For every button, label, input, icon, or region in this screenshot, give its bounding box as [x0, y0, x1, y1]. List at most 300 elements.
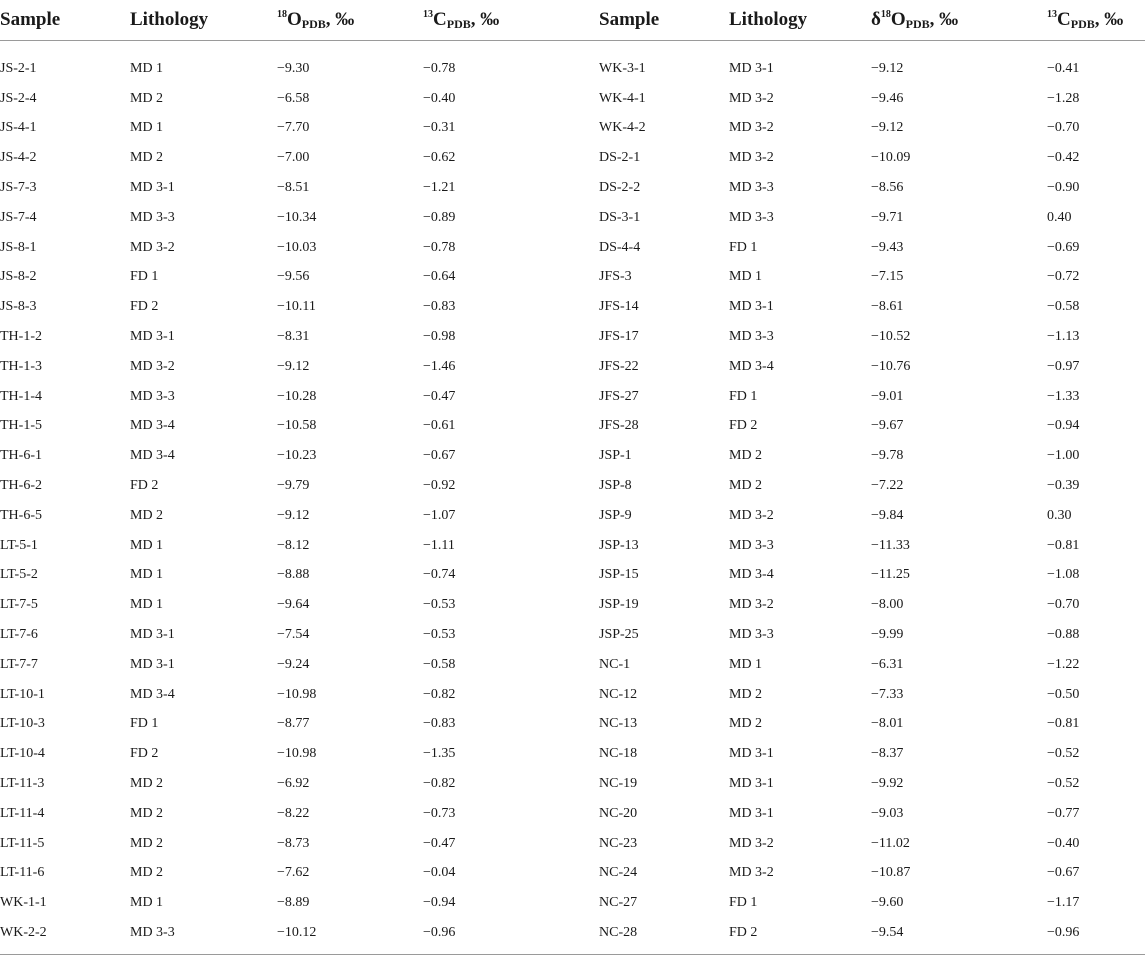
lithology-cell: MD 3-3 [729, 627, 774, 643]
d18o-cell: −7.33 [871, 686, 904, 702]
d13c-cell: −1.21 [423, 180, 456, 196]
d13c-cell: −0.94 [1047, 418, 1080, 434]
d13c-cell: −1.33 [1047, 388, 1080, 404]
d13c-cell: −0.67 [1047, 865, 1080, 881]
lithology-cell: MD 3-3 [729, 209, 774, 225]
lithology-cell: MD 2 [130, 150, 164, 166]
lithology-cell: MD 2 [130, 805, 164, 821]
d18o-cell: −9.12 [277, 358, 310, 374]
d13c-cell: −0.88 [1047, 627, 1080, 643]
d18o-cell: −8.61 [871, 299, 904, 315]
table-row [0, 114, 1145, 144]
sample-cell: JS-8-3 [0, 299, 37, 315]
sample-cell: JS-7-4 [0, 209, 37, 225]
d13c-cell: −0.69 [1047, 239, 1080, 255]
sample-cell: JS-4-2 [0, 150, 37, 166]
sample-cell: JSP-9 [599, 507, 632, 523]
table-row [0, 859, 1145, 889]
header-main: O [890, 9, 906, 30]
table-row [0, 561, 1145, 591]
table-row [0, 531, 1145, 561]
header-left-d18o [277, 0, 423, 41]
d18o-cell: −6.92 [277, 776, 310, 792]
d18o-cell: −9.78 [871, 448, 904, 464]
d18o-cell: −8.88 [277, 567, 310, 583]
table-row [0, 799, 1145, 829]
table-row [0, 352, 1145, 382]
table-row [0, 769, 1145, 799]
sample-cell: JSP-19 [599, 597, 639, 613]
d13c-cell: 0.40 [1047, 209, 1072, 225]
lithology-cell: MD 1 [130, 567, 164, 583]
table-row [0, 739, 1145, 769]
d18o-cell: −8.77 [277, 716, 310, 732]
d18o-cell: −11.25 [871, 567, 910, 583]
sample-cell: NC-1 [599, 656, 631, 672]
table-row [0, 471, 1145, 501]
lithology-cell: MD 3-1 [130, 656, 175, 672]
table-row [0, 650, 1145, 680]
sample-cell: JFS-17 [599, 329, 639, 345]
d18o-cell: −7.62 [277, 865, 310, 881]
sample-cell: LT-7-5 [0, 597, 38, 613]
d13c-cell: −1.13 [1047, 329, 1080, 345]
lithology-cell: MD 3-2 [729, 597, 774, 613]
d18o-cell: −8.51 [277, 180, 310, 196]
d18o-cell: −8.01 [871, 716, 904, 732]
lithology-cell: FD 1 [130, 716, 159, 732]
table-body [0, 41, 1145, 948]
lithology-cell: MD 3-4 [729, 567, 774, 583]
sample-cell: NC-18 [599, 746, 638, 762]
d18o-cell: −6.31 [871, 656, 904, 672]
d18o-cell: −10.87 [871, 865, 911, 881]
d18o-cell: −11.02 [871, 835, 910, 851]
header-main: Sample [599, 9, 660, 30]
lithology-cell: MD 2 [130, 90, 164, 106]
d13c-cell: −0.83 [423, 716, 456, 732]
d13c-cell: −0.64 [423, 269, 456, 285]
d13c-cell: −0.98 [423, 329, 456, 345]
header-sub: PDB [1070, 17, 1095, 31]
d13c-cell: −1.35 [423, 746, 456, 762]
sample-cell: LT-5-2 [0, 567, 38, 583]
d13c-cell: −0.58 [1047, 299, 1080, 315]
sample-cell: NC-24 [599, 865, 638, 881]
d13c-cell: −1.28 [1047, 90, 1080, 106]
header-main: C [433, 9, 447, 30]
d13c-cell: −1.00 [1047, 448, 1080, 464]
lithology-cell: MD 2 [130, 865, 164, 881]
sample-cell: JSP-25 [599, 627, 639, 643]
sample-cell: DS-2-1 [599, 150, 641, 166]
d13c-cell: −0.52 [1047, 776, 1080, 792]
sample-cell: JS-7-3 [0, 180, 37, 196]
lithology-cell: MD 3-2 [729, 90, 774, 106]
lithology-cell: MD 2 [130, 776, 164, 792]
d13c-cell: −0.82 [423, 776, 456, 792]
d18o-cell: −8.22 [277, 805, 310, 821]
d18o-cell: −7.54 [277, 627, 310, 643]
lithology-cell: MD 3-3 [130, 388, 175, 404]
header-sub: PDB [446, 17, 471, 31]
lithology-cell: MD 3-4 [729, 358, 774, 374]
d13c-cell: −0.40 [423, 90, 456, 106]
lithology-cell: MD 3-3 [729, 329, 774, 345]
header-post: , ‰ [470, 9, 500, 30]
d13c-cell: −1.07 [423, 507, 456, 523]
d18o-cell: −9.92 [871, 776, 904, 792]
table-row [0, 41, 1145, 84]
sample-cell: JSP-1 [599, 448, 632, 464]
d13c-cell: −0.96 [1047, 925, 1080, 940]
d18o-cell: −9.54 [871, 925, 904, 940]
lithology-cell: MD 2 [729, 686, 763, 702]
header-post: , ‰ [1094, 9, 1124, 30]
lithology-cell: MD 3-2 [130, 358, 175, 374]
table-row [0, 888, 1145, 918]
lithology-cell: FD 1 [729, 895, 758, 911]
d18o-cell: −10.23 [277, 448, 317, 464]
sample-cell: DS-4-4 [599, 239, 641, 255]
d18o-cell: −9.46 [871, 90, 904, 106]
header-main: Lithology [130, 9, 209, 30]
sample-cell: JSP-15 [599, 567, 639, 583]
sample-cell: TH-1-4 [0, 388, 42, 404]
sample-cell: WK-4-2 [599, 120, 646, 136]
d18o-cell: −8.56 [871, 180, 904, 196]
d13c-cell: −0.70 [1047, 597, 1080, 613]
lithology-cell: FD 2 [130, 299, 159, 315]
d18o-cell: −9.67 [871, 418, 904, 434]
d18o-cell: −10.09 [871, 150, 911, 166]
d18o-cell: −10.11 [277, 299, 316, 315]
d18o-cell: −10.52 [871, 329, 911, 345]
lithology-cell: MD 1 [729, 269, 763, 285]
header-right-d13c [1047, 0, 1145, 41]
lithology-cell: MD 3-3 [130, 209, 175, 225]
lithology-cell: MD 3-1 [130, 329, 175, 345]
d13c-cell: −1.22 [1047, 656, 1080, 672]
lithology-cell: MD 1 [130, 895, 164, 911]
d18o-cell: −10.12 [277, 925, 317, 940]
table-row [0, 84, 1145, 114]
d13c-cell: −0.78 [423, 60, 456, 76]
header-left-d13c [423, 0, 599, 41]
d13c-cell: −0.50 [1047, 686, 1080, 702]
d18o-cell: −7.00 [277, 150, 310, 166]
sample-cell: JFS-3 [599, 269, 632, 285]
table-row [0, 710, 1145, 740]
sample-cell: JSP-13 [599, 537, 639, 553]
sample-cell: LT-7-6 [0, 627, 38, 643]
d18o-cell: −9.03 [871, 805, 904, 821]
d13c-cell: −0.61 [423, 418, 456, 434]
lithology-cell: MD 3-2 [729, 150, 774, 166]
d13c-cell: −0.58 [423, 656, 456, 672]
d13c-cell: −0.97 [1047, 358, 1080, 374]
lithology-cell: MD 1 [130, 597, 164, 613]
table-row [0, 233, 1145, 263]
header-right-lithology [729, 0, 871, 41]
d18o-cell: −9.12 [277, 507, 310, 523]
d18o-cell: −9.56 [277, 269, 310, 285]
header-main: Sample [0, 9, 61, 30]
table-row [0, 412, 1145, 442]
d13c-cell: −0.83 [423, 299, 456, 315]
d13c-cell: −0.47 [423, 835, 456, 851]
d13c-cell: −0.96 [423, 925, 456, 940]
table-row [0, 143, 1145, 173]
header-left-sample [0, 0, 130, 41]
sample-cell: JFS-14 [599, 299, 639, 315]
lithology-cell: MD 3-1 [729, 299, 774, 315]
d18o-cell: −10.98 [277, 686, 317, 702]
header-pre: δ [871, 9, 881, 30]
sample-cell: NC-19 [599, 776, 638, 792]
d13c-cell: −0.90 [1047, 180, 1080, 196]
lithology-cell: MD 3-3 [729, 537, 774, 553]
d18o-cell: −6.58 [277, 90, 310, 106]
table-row [0, 918, 1145, 948]
d13c-cell: −0.04 [423, 865, 456, 881]
header-post: , ‰ [325, 9, 355, 30]
d13c-cell: −0.81 [1047, 537, 1080, 553]
lithology-cell: FD 1 [729, 239, 758, 255]
sample-cell: LT-10-3 [0, 716, 45, 732]
sample-cell: NC-12 [599, 686, 638, 702]
d18o-cell: −10.76 [871, 358, 911, 374]
d13c-cell: −1.17 [1047, 895, 1080, 911]
lithology-cell: MD 3-1 [729, 776, 774, 792]
d13c-cell: −0.39 [1047, 478, 1080, 494]
sample-cell: LT-11-5 [0, 835, 45, 851]
lithology-cell: MD 3-1 [130, 180, 175, 196]
lithology-cell: MD 3-2 [729, 120, 774, 136]
d13c-cell: −0.31 [423, 120, 456, 136]
header-sup: 13 [1047, 9, 1057, 20]
header-sup: 18 [880, 9, 891, 20]
sample-cell: JS-8-1 [0, 239, 37, 255]
lithology-cell: FD 2 [130, 746, 159, 762]
lithology-cell: MD 3-3 [130, 925, 175, 940]
d18o-cell: −9.12 [871, 60, 904, 76]
sample-cell: JS-8-2 [0, 269, 37, 285]
d13c-cell: −0.47 [423, 388, 456, 404]
d13c-cell: −0.74 [423, 567, 456, 583]
lithology-cell: MD 3-4 [130, 686, 175, 702]
table-row [0, 441, 1145, 471]
sample-cell: NC-13 [599, 716, 638, 732]
lithology-cell: MD 2 [729, 478, 763, 494]
sample-cell: JFS-27 [599, 388, 639, 404]
sample-cell: NC-20 [599, 805, 638, 821]
sample-cell: DS-2-2 [599, 180, 641, 196]
sample-cell: TH-1-3 [0, 358, 42, 374]
lithology-cell: MD 1 [130, 120, 164, 136]
header-left-lithology [130, 0, 277, 41]
sample-cell: LT-11-4 [0, 805, 45, 821]
d18o-cell: −9.01 [871, 388, 904, 404]
d13c-cell: −0.73 [423, 805, 456, 821]
sample-cell: NC-23 [599, 835, 638, 851]
sample-cell: WK-1-1 [0, 895, 47, 911]
d18o-cell: −9.12 [871, 120, 904, 136]
header-main: O [287, 9, 302, 30]
d18o-cell: −10.03 [277, 239, 317, 255]
table-row [0, 382, 1145, 412]
sample-cell: JS-4-1 [0, 120, 37, 136]
d13c-cell: −0.89 [423, 209, 456, 225]
sample-cell: TH-1-2 [0, 329, 42, 345]
d13c-cell: −0.53 [423, 627, 456, 643]
d18o-cell: −8.12 [277, 537, 310, 553]
lithology-cell: MD 2 [729, 448, 763, 464]
d18o-cell: −8.00 [871, 597, 904, 613]
lithology-cell: MD 2 [130, 835, 164, 851]
lithology-cell: FD 2 [130, 478, 159, 494]
d18o-cell: −7.70 [277, 120, 310, 136]
d13c-cell: −1.46 [423, 358, 456, 374]
sample-cell: WK-2-2 [0, 925, 47, 940]
d13c-cell: −0.53 [423, 597, 456, 613]
sample-cell: TH-6-5 [0, 507, 42, 523]
lithology-cell: MD 2 [130, 507, 164, 523]
table-row [0, 590, 1145, 620]
header-sup: 18 [277, 9, 287, 20]
sample-cell: JS-2-4 [0, 90, 37, 106]
lithology-cell: FD 2 [729, 418, 758, 434]
sample-cell: LT-7-7 [0, 656, 38, 672]
d13c-cell: −0.77 [1047, 805, 1080, 821]
sample-cell: LT-10-1 [0, 686, 45, 702]
d13c-cell: −0.67 [423, 448, 456, 464]
d13c-cell: −0.70 [1047, 120, 1080, 136]
lithology-cell: MD 1 [130, 60, 164, 76]
d13c-cell: −0.52 [1047, 746, 1080, 762]
d18o-cell: −9.99 [871, 627, 904, 643]
lithology-cell: MD 3-1 [729, 805, 774, 821]
header-row [0, 0, 1145, 41]
d18o-cell: −8.73 [277, 835, 310, 851]
sample-cell: LT-11-6 [0, 865, 45, 881]
d18o-cell: −8.31 [277, 329, 310, 345]
lithology-cell: MD 3-1 [729, 60, 774, 76]
d18o-cell: −9.64 [277, 597, 310, 613]
d18o-cell: −7.15 [871, 269, 904, 285]
sample-cell: JSP-8 [599, 478, 632, 494]
header-post: , ‰ [929, 9, 959, 30]
d18o-cell: −9.24 [277, 656, 310, 672]
sample-cell: LT-5-1 [0, 537, 38, 553]
lithology-cell: FD 2 [729, 925, 758, 940]
lithology-cell: MD 3-2 [729, 507, 774, 523]
d13c-cell: −0.92 [423, 478, 456, 494]
d13c-cell: −0.42 [1047, 150, 1080, 166]
d13c-cell: −0.81 [1047, 716, 1080, 732]
lithology-cell: MD 3-1 [729, 746, 774, 762]
lithology-cell: MD 3-2 [729, 865, 774, 881]
d18o-cell: −10.28 [277, 388, 317, 404]
sample-cell: LT-10-4 [0, 746, 45, 762]
sample-cell: WK-4-1 [599, 90, 646, 106]
lithology-cell: MD 3-4 [130, 448, 175, 464]
d13c-cell: −0.41 [1047, 60, 1080, 76]
d13c-cell: −0.82 [423, 686, 456, 702]
d18o-cell: −9.60 [871, 895, 904, 911]
d18o-cell: −10.98 [277, 746, 317, 762]
d18o-cell: −10.34 [277, 209, 317, 225]
header-right-d18o [871, 0, 1047, 41]
lithology-cell: FD 1 [729, 388, 758, 404]
d18o-cell: −8.89 [277, 895, 310, 911]
table-row [0, 829, 1145, 859]
sample-cell: NC-27 [599, 895, 638, 911]
table-row [0, 501, 1145, 531]
d13c-cell: −0.72 [1047, 269, 1080, 285]
table-row [0, 322, 1145, 352]
table-row [0, 203, 1145, 233]
sample-cell: NC-28 [599, 925, 638, 940]
sample-cell: TH-6-1 [0, 448, 42, 464]
sample-cell: JFS-28 [599, 418, 639, 434]
table-row [0, 173, 1145, 203]
sample-cell: DS-3-1 [599, 209, 641, 225]
lithology-cell: MD 3-3 [729, 180, 774, 196]
sample-cell: TH-1-5 [0, 418, 42, 434]
d18o-cell: −9.71 [871, 209, 904, 225]
sample-cell: WK-3-1 [599, 60, 646, 76]
table-row [0, 680, 1145, 710]
header-sub: PDB [301, 17, 326, 31]
lithology-cell: MD 3-4 [130, 418, 175, 434]
d18o-cell: −8.37 [871, 746, 904, 762]
sample-cell: JS-2-1 [0, 60, 37, 76]
d18o-cell: −11.33 [871, 537, 910, 553]
d13c-cell: −1.11 [423, 537, 455, 553]
lithology-cell: FD 1 [130, 269, 159, 285]
lithology-cell: MD 1 [729, 656, 763, 672]
lithology-cell: MD 3-1 [130, 627, 175, 643]
d13c-cell: 0.30 [1047, 507, 1072, 523]
lithology-cell: MD 2 [729, 716, 763, 732]
d13c-cell: −0.62 [423, 150, 456, 166]
sample-cell: LT-11-3 [0, 776, 45, 792]
d18o-cell: −9.79 [277, 478, 310, 494]
d13c-cell: −0.94 [423, 895, 456, 911]
header-main: C [1057, 9, 1071, 30]
sample-cell: JFS-22 [599, 358, 639, 374]
d18o-cell: −9.84 [871, 507, 904, 523]
table-row [0, 292, 1145, 322]
header-main: Lithology [729, 9, 808, 30]
lithology-cell: MD 3-2 [130, 239, 175, 255]
d18o-cell: −7.22 [871, 478, 904, 494]
sample-cell: TH-6-2 [0, 478, 42, 494]
lithology-cell: MD 3-2 [729, 835, 774, 851]
d13c-cell: −0.40 [1047, 835, 1080, 851]
header-sub: PDB [905, 17, 930, 31]
lithology-cell: MD 1 [130, 537, 164, 553]
d18o-cell: −9.30 [277, 60, 310, 76]
table-row [0, 620, 1145, 650]
header-right-sample [599, 0, 729, 41]
table-row [0, 263, 1145, 293]
d18o-cell: −9.43 [871, 239, 904, 255]
header-sup: 13 [423, 9, 433, 20]
d13c-cell: −1.08 [1047, 567, 1080, 583]
d18o-cell: −10.58 [277, 418, 317, 434]
